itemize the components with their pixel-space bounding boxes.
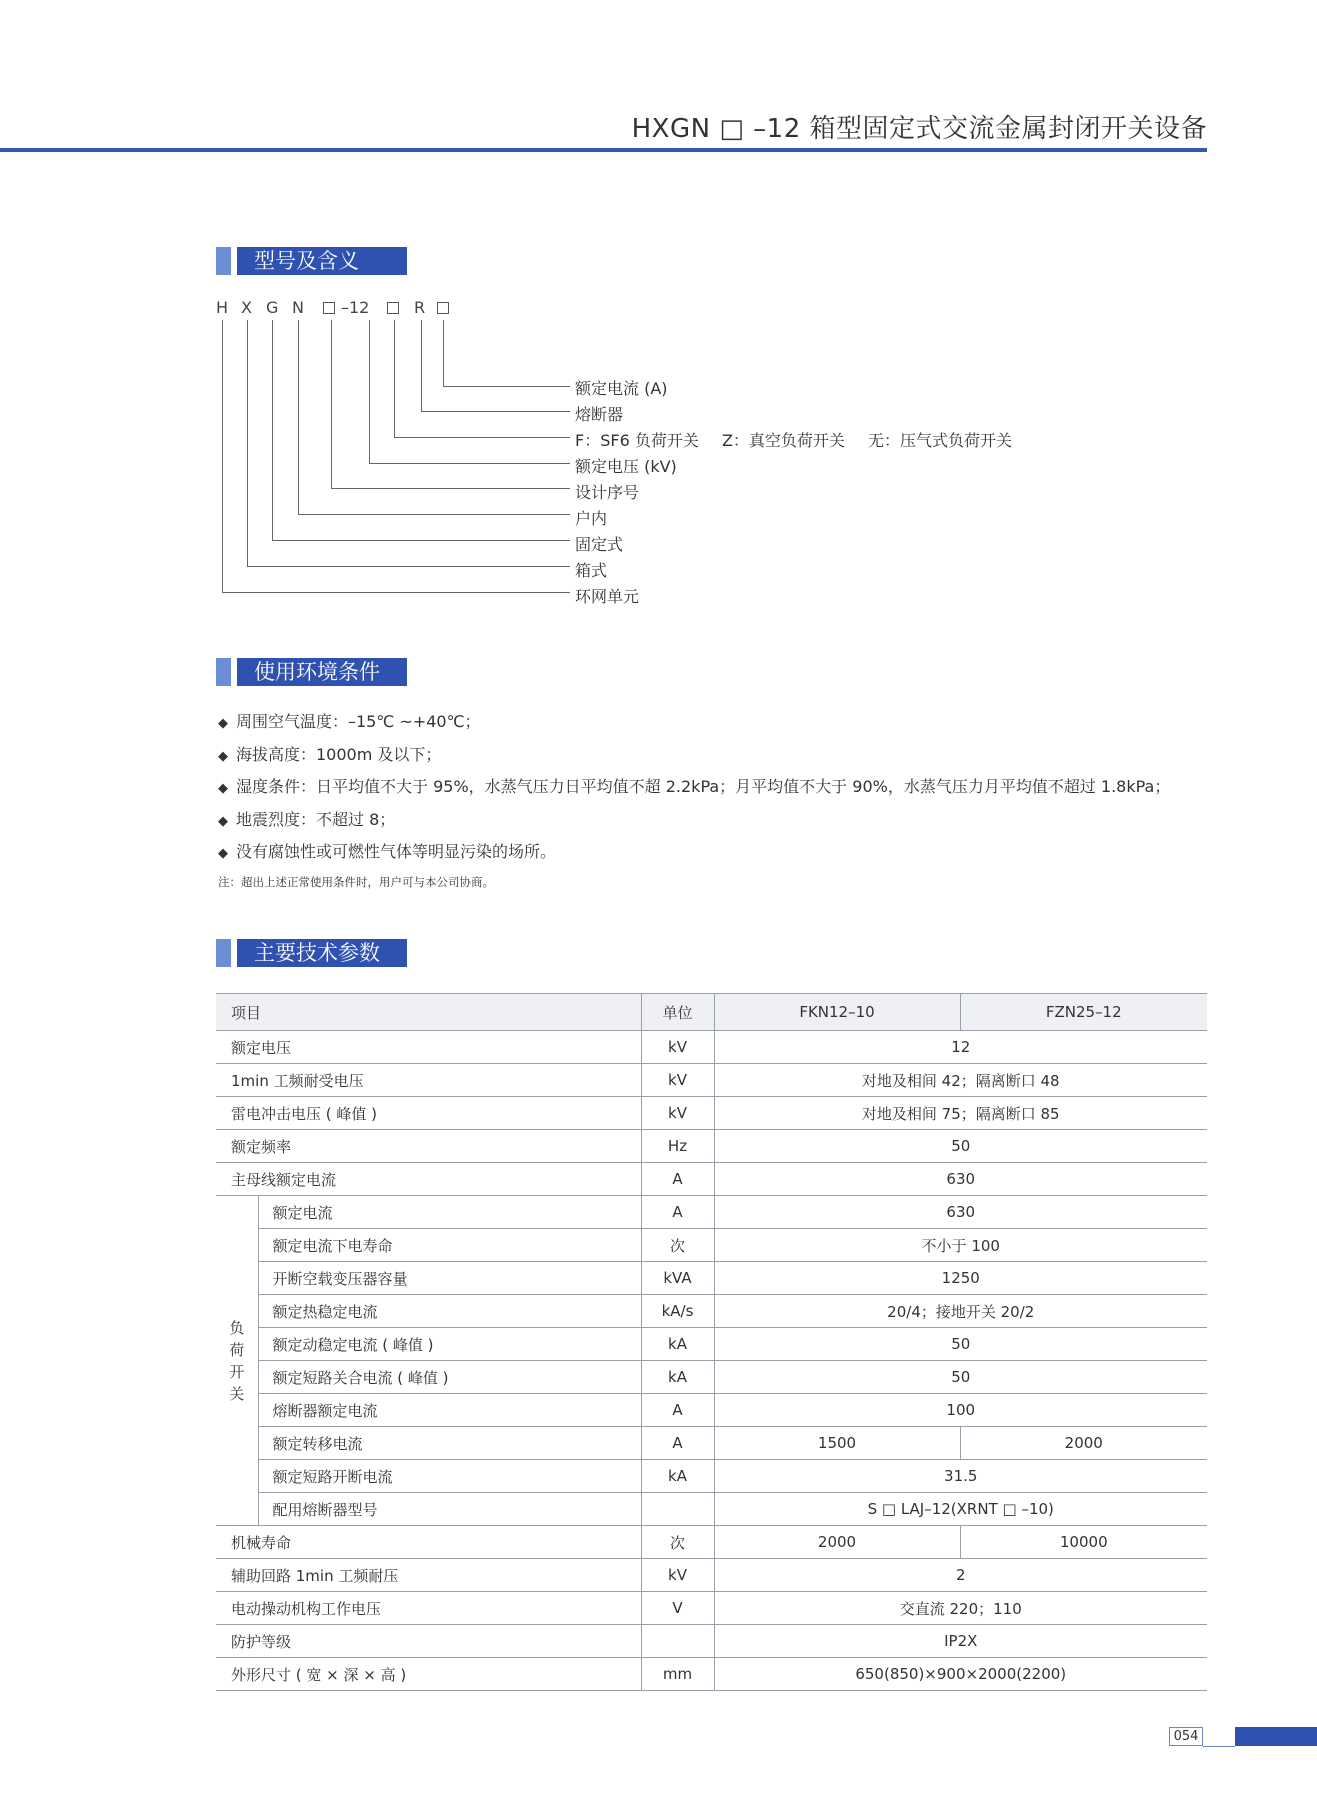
section-marker (216, 247, 231, 275)
meaning-box: 箱式 (575, 561, 608, 580)
meaning-design-no: 设计序号 (575, 483, 640, 502)
header-col2: FZN25–12 (960, 994, 1207, 1031)
table-row: 额定热稳定电流 kA/s 20/4；接地开关 20/2 (216, 1295, 1207, 1328)
meaning-f: F：SF6 负荷开关 (575, 431, 699, 450)
code-letter-r: R (414, 298, 426, 317)
section-marker (216, 658, 231, 686)
header-unit: 单位 (641, 994, 714, 1031)
table-row: 1min 工频耐受电压 kV 对地及相间 42；隔离断口 48 (216, 1064, 1207, 1097)
table-row: 额定短路关合电流 ( 峰值 ) kA 50 (216, 1361, 1207, 1394)
page-number: 054 (1169, 1727, 1203, 1746)
meaning-fixed: 固定式 (575, 535, 624, 554)
env-item: ◆ 湿度条件：日平均值不大于 95%，水蒸气压力日平均值不超 2.2kPa；月平均值不大于 90%，水蒸气压力月平均值不超过 1.8kPa； (218, 777, 1171, 796)
header-rule (0, 148, 1207, 152)
diamond-bullet-icon: ◆ (218, 814, 228, 829)
diamond-bullet-icon: ◆ (218, 716, 228, 731)
params-table (216, 993, 1207, 1691)
page-number-bar (1235, 1727, 1317, 1746)
code-letter-h: H (216, 298, 229, 317)
diamond-bullet-icon: ◆ (218, 781, 228, 796)
table-row: 额定电压 kV 12 (216, 1031, 1207, 1064)
env-item: ◆ 海拔高度：1000m 及以下； (218, 745, 442, 764)
code-box-current (437, 302, 449, 314)
table-row: 配用熔断器型号 S □ LAJ–12(XRNT □ –10) (216, 1493, 1207, 1526)
table-row: 负 荷 开 关 额定电流 A 630 (216, 1196, 1207, 1229)
meaning-ring: 环网单元 (575, 587, 640, 606)
diamond-bullet-icon: ◆ (218, 846, 228, 861)
env-item: ◆ 地震烈度：不超过 8； (218, 810, 396, 829)
header-col1: FKN12–10 (714, 994, 960, 1031)
table-row: 辅助回路 1min 工频耐压 kV 2 (216, 1559, 1207, 1592)
env-item: ◆ 没有腐蚀性或可燃性气体等明显污染的场所。 (218, 842, 557, 861)
table-row: 防护等级 IP2X (216, 1625, 1207, 1658)
table-row: 额定动稳定电流 ( 峰值 ) kA 50 (216, 1328, 1207, 1361)
group-label-load-switch: 负 荷 开 关 (216, 1196, 258, 1526)
table-row: 熔断器额定电流 A 100 (216, 1394, 1207, 1427)
table-row: 额定短路开断电流 kA 31.5 (216, 1460, 1207, 1493)
section-marker (216, 939, 231, 967)
code-letter-x: X (241, 298, 252, 317)
code-box-design (323, 302, 335, 314)
code-voltage: –12 (341, 298, 370, 317)
code-letter-n: N (292, 298, 304, 317)
page-number-rule (1203, 1746, 1235, 1747)
section-title: 主要技术参数 (237, 939, 407, 967)
table-row: 主母线额定电流 A 630 (216, 1163, 1207, 1196)
table-header-row (216, 994, 1207, 1031)
meaning-indoor: 户内 (575, 509, 608, 528)
section-title: 使用环境条件 (237, 658, 407, 686)
meaning-fuse: 熔断器 (575, 405, 624, 424)
meaning-rated-current: 额定电流 (A) (575, 379, 668, 398)
table-row: 额定频率 Hz 50 (216, 1130, 1207, 1163)
meaning-none: 无：压气式负荷开关 (868, 431, 1013, 450)
table-row: 额定电流下电寿命 次 不小于 100 (216, 1229, 1207, 1262)
section-title: 型号及含义 (237, 247, 407, 275)
diamond-bullet-icon: ◆ (218, 749, 228, 764)
meaning-switch-type (575, 428, 1030, 451)
code-box-switch (387, 302, 399, 314)
table-row: 机械寿命 次 2000 10000 (216, 1526, 1207, 1559)
header-item: 项目 (216, 994, 641, 1031)
meaning-rated-voltage: 额定电压 (kV) (575, 457, 677, 476)
table-row: 额定转移电流 A 1500 2000 (216, 1427, 1207, 1460)
table-row: 雷电冲击电压 ( 峰值 ) kV 对地及相间 75；隔离断口 85 (216, 1097, 1207, 1130)
table-row: 外形尺寸 ( 宽 × 深 × 高 ) mm 650(850)×900×2000(2200) (216, 1658, 1207, 1691)
meaning-z: Z：真空负荷开关 (721, 431, 845, 450)
env-note: 注：超出上述正常使用条件时，用户可与本公司协商。 (218, 875, 494, 889)
page-title: HXGN □ –12 箱型固定式交流金属封闭开关设备 (631, 114, 1207, 144)
table-row: 电动操动机构工作电压 V 交直流 220；110 (216, 1592, 1207, 1625)
env-item: ◆ 周围空气温度：–15℃ ~+40℃； (218, 712, 481, 731)
table-row: 开断空载变压器容量 kVA 1250 (216, 1262, 1207, 1295)
code-letter-g: G (266, 298, 279, 317)
